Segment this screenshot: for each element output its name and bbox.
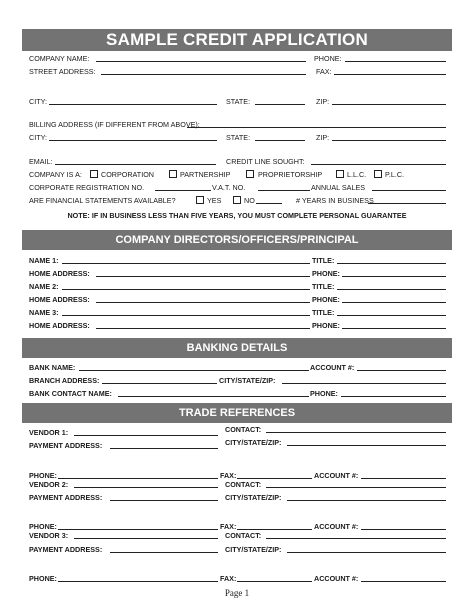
no-checkbox[interactable] <box>233 196 241 204</box>
llc-checkbox[interactable] <box>336 170 344 178</box>
corporation-checkbox[interactable] <box>90 170 98 178</box>
years-in-business-label: # YEARS IN BUSINESS <box>296 196 374 205</box>
plc-label: P.L.C. <box>385 170 405 179</box>
home-address2-label: HOME ADDRESS: <box>29 295 90 304</box>
trade-section-header: TRADE REFERENCES <box>22 403 452 423</box>
billing-address-field[interactable] <box>187 127 446 128</box>
yes-label: YES <box>207 196 222 205</box>
vendor3-phone-label: PHONE: <box>29 574 57 583</box>
phone2-label: PHONE: <box>312 295 340 304</box>
company-name-label: COMPANY NAME: <box>29 54 90 63</box>
home-address2-field[interactable] <box>96 302 310 303</box>
vendor2-label: VENDOR 2: <box>29 480 69 489</box>
phone2-field[interactable] <box>342 302 446 303</box>
vendor3-contact-label: CONTACT: <box>225 531 262 540</box>
bank-account-field[interactable] <box>357 370 446 371</box>
company-type-label: COMPANY IS A: <box>29 170 82 179</box>
zip-field[interactable] <box>332 104 446 105</box>
name3-label: NAME 3: <box>29 308 59 317</box>
billing-zip-label: ZIP: <box>316 133 330 142</box>
phone3-field[interactable] <box>342 328 446 329</box>
corp-reg-label: CORPORATE REGISTRATION NO. <box>29 183 145 192</box>
branch-address-field[interactable] <box>102 383 217 384</box>
no-field[interactable] <box>256 203 282 204</box>
bank-contact-label: BANK CONTACT NAME: <box>29 389 112 398</box>
phone1-label: PHONE: <box>312 269 340 278</box>
phone3-label: PHONE: <box>312 321 340 330</box>
billing-city-field[interactable] <box>49 140 217 141</box>
vat-field[interactable] <box>258 190 310 191</box>
vendor3-fax-label: FAX: <box>220 574 237 583</box>
credit-line-label: CREDIT LINE SOUGHT: <box>226 157 305 166</box>
street-address-label: STREET ADDRESS: <box>29 67 96 76</box>
email-field[interactable] <box>55 164 216 165</box>
vendor1-field[interactable] <box>74 435 218 436</box>
billing-zip-field[interactable] <box>332 140 446 141</box>
vendor3-contact-field[interactable] <box>266 538 446 539</box>
vendor2-account-field[interactable] <box>361 529 446 530</box>
page-title: SAMPLE CREDIT APPLICATION <box>22 29 452 51</box>
vendor2-account-label: ACCOUNT #: <box>314 522 359 531</box>
personal-guarantee-note: NOTE: IF IN BUSINESS LESS THAN FIVE YEARS, YOU MUST COMPLETE PERSONAL GUARANTEE <box>67 211 407 220</box>
vendor1-fax-field[interactable] <box>237 478 312 479</box>
bank-phone-field[interactable] <box>341 396 446 397</box>
branch-address-label: BRANCH ADDRESS: <box>29 376 100 385</box>
vendor1-city-state-zip-label: CITY/STATE/ZIP: <box>225 438 282 447</box>
vendor3-city-state-zip-field[interactable] <box>287 552 446 553</box>
title3-field[interactable] <box>337 315 446 316</box>
phone-label: PHONE: <box>314 54 342 63</box>
name3-field[interactable] <box>62 315 310 316</box>
vendor3-fax-field[interactable] <box>237 581 312 582</box>
title1-field[interactable] <box>337 263 446 264</box>
annual-sales-label: ANNUAL SALES <box>311 183 366 192</box>
bank-contact-field[interactable] <box>118 396 309 397</box>
vat-label: V.A.T. NO. <box>212 183 246 192</box>
vendor1-phone-field[interactable] <box>58 478 218 479</box>
vendor1-city-state-zip-field[interactable] <box>287 445 446 446</box>
vendor2-fax-label: FAX: <box>220 522 237 531</box>
name2-field[interactable] <box>62 289 310 290</box>
billing-state-label: STATE: <box>226 133 251 142</box>
vendor3-account-label: ACCOUNT #: <box>314 574 359 583</box>
vendor3-payment-address-label: PAYMENT ADDRESS: <box>29 545 103 554</box>
vendor3-label: VENDOR 3: <box>29 531 69 540</box>
vendor2-payment-address-label: PAYMENT ADDRESS: <box>29 493 103 502</box>
vendor2-contact-label: CONTACT: <box>225 480 262 489</box>
company-name-field[interactable] <box>96 61 306 62</box>
phone1-field[interactable] <box>342 276 446 277</box>
billing-state-field[interactable] <box>255 140 305 141</box>
title3-label: TITLE: <box>312 308 335 317</box>
vendor1-payment-address-field[interactable] <box>110 448 218 449</box>
bank-name-label: BANK NAME: <box>29 363 76 372</box>
no-label: NO <box>244 196 255 205</box>
vendor1-account-label: ACCOUNT #: <box>314 471 359 480</box>
vendor1-contact-field[interactable] <box>266 432 446 433</box>
home-address1-label: HOME ADDRESS: <box>29 269 90 278</box>
home-address1-field[interactable] <box>96 276 310 277</box>
bank-account-label: ACCOUNT #: <box>310 363 355 372</box>
fax-label: FAX: <box>316 67 332 76</box>
plc-checkbox[interactable] <box>374 170 382 178</box>
name1-field[interactable] <box>62 263 310 264</box>
vendor2-phone-label: PHONE: <box>29 522 57 531</box>
vendor2-city-state-zip-label: CITY/STATE/ZIP: <box>225 493 282 502</box>
vendor2-contact-field[interactable] <box>266 487 446 488</box>
corporation-label: CORPORATION <box>101 170 154 179</box>
years-in-business-field[interactable] <box>368 203 446 204</box>
name2-label: NAME 2: <box>29 282 59 291</box>
directors-section-header: COMPANY DIRECTORS/OFFICERS/PRINCIPAL <box>22 230 452 250</box>
vendor1-contact-label: CONTACT: <box>225 425 262 434</box>
email-label: EMAIL: <box>29 157 53 166</box>
vendor3-account-field[interactable] <box>361 581 446 582</box>
home-address3-label: HOME ADDRESS: <box>29 321 90 330</box>
partnership-checkbox[interactable] <box>169 170 177 178</box>
home-address3-field[interactable] <box>96 328 310 329</box>
vendor1-fax-label: FAX: <box>220 471 237 480</box>
bank-city-state-zip-label: CITY/STATE/ZIP: <box>219 376 276 385</box>
banking-section-header: BANKING DETAILS <box>22 338 452 358</box>
billing-address-label: BILLING ADDRESS (IF DIFFERENT FROM ABOVE): <box>29 120 200 129</box>
llc-label: L.L.C. <box>347 170 367 179</box>
vendor1-label: VENDOR 1: <box>29 428 69 437</box>
partnership-label: PARTNERSHIP <box>180 170 231 179</box>
vendor1-account-field[interactable] <box>361 478 446 479</box>
annual-sales-field[interactable] <box>372 190 446 191</box>
title1-label: TITLE: <box>312 256 335 265</box>
vendor1-payment-address-label: PAYMENT ADDRESS: <box>29 441 103 450</box>
state-label: STATE: <box>226 97 251 106</box>
state-field[interactable] <box>255 104 305 105</box>
vendor2-payment-address-field[interactable] <box>110 500 218 501</box>
city-label: CITY: <box>29 97 47 106</box>
city-field[interactable] <box>49 104 217 105</box>
bank-name-field[interactable] <box>79 370 309 371</box>
zip-label: ZIP: <box>316 97 330 106</box>
corp-reg-field[interactable] <box>155 190 211 191</box>
title2-field[interactable] <box>337 289 446 290</box>
page-number: Page 1 <box>224 588 250 598</box>
fin-statements-label: ARE FINANCIAL STATEMENTS AVAILABLE? <box>29 196 176 205</box>
proprietorship-label: PROPRIETORSHIP <box>258 170 323 179</box>
vendor2-field[interactable] <box>74 487 218 488</box>
vendor3-field[interactable] <box>74 538 218 539</box>
fax-field[interactable] <box>334 74 446 75</box>
bank-city-state-zip-field[interactable] <box>282 383 446 384</box>
credit-line-field[interactable] <box>311 164 446 165</box>
vendor3-city-state-zip-label: CITY/STATE/ZIP: <box>225 545 282 554</box>
vendor3-payment-address-field[interactable] <box>110 552 218 553</box>
yes-checkbox[interactable] <box>196 196 204 204</box>
vendor1-phone-label: PHONE: <box>29 471 57 480</box>
phone-field[interactable] <box>345 61 446 62</box>
billing-city-label: CITY: <box>29 133 47 142</box>
vendor3-phone-field[interactable] <box>58 581 218 582</box>
vendor2-city-state-zip-field[interactable] <box>287 500 446 501</box>
vendor2-fax-field[interactable] <box>237 529 312 530</box>
bank-phone-label: PHONE: <box>310 389 338 398</box>
title2-label: TITLE: <box>312 282 335 291</box>
vendor2-phone-field[interactable] <box>58 529 218 530</box>
name1-label: NAME 1: <box>29 256 59 265</box>
proprietorship-checkbox[interactable] <box>246 170 254 178</box>
street-address-field[interactable] <box>101 74 306 75</box>
